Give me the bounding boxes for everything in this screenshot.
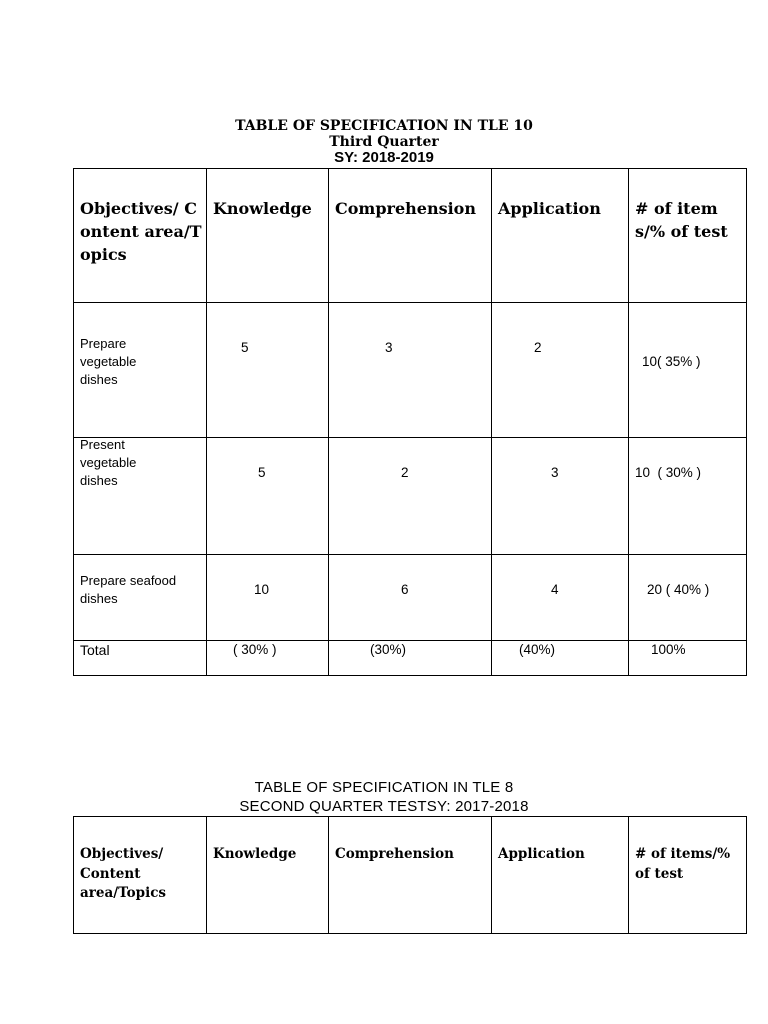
items-cell: 10 ( 30% )	[635, 465, 702, 480]
items-cell: 10( 35% )	[642, 354, 701, 369]
application-cell: 2	[534, 340, 542, 355]
total-application: (40%)	[519, 642, 556, 657]
table1-quarter: Third Quarter	[329, 134, 439, 150]
total-label: Total	[80, 642, 110, 658]
topic-cell: Prepare vegetable dishes	[80, 336, 137, 387]
header-objectives: Objectives/ Content area/Topics	[74, 817, 207, 934]
comprehension-cell: 3	[385, 340, 393, 355]
header-application: Application	[492, 817, 629, 934]
total-comprehension: (30%)	[370, 642, 407, 657]
application-cell: 3	[551, 465, 559, 480]
topic-cell: Prepare seafood dishes	[80, 573, 177, 606]
knowledge-cell: 5	[241, 340, 249, 355]
header-knowledge: Knowledge	[207, 169, 329, 303]
table1-total-row	[74, 641, 747, 676]
table1-title: TABLE OF SPECIFICATION IN TLE 10	[235, 118, 533, 134]
table-row	[74, 438, 747, 555]
header-objectives: Objectives/ Content area/Topics	[74, 169, 207, 303]
header-items: # of items/% of test	[629, 169, 747, 303]
knowledge-cell: 10	[254, 582, 270, 597]
header-comprehension: Comprehension	[329, 169, 492, 303]
table1-header-row	[74, 169, 747, 303]
items-cell: 20 ( 40% )	[647, 582, 710, 597]
table1-heading	[0, 118, 768, 166]
header-items: # of items/% of test	[629, 817, 747, 934]
table2-header-row	[74, 817, 747, 934]
table2-title: TABLE OF SPECIFICATION IN TLE 8	[254, 779, 514, 796]
header-application: Application	[492, 169, 629, 303]
table1-school-year: SY: 2018-2019	[334, 149, 434, 166]
header-knowledge: Knowledge	[207, 817, 329, 934]
total-knowledge: ( 30% )	[233, 642, 277, 657]
table-row	[74, 303, 747, 438]
topic-cell: Present vegetable dishes	[80, 437, 137, 488]
comprehension-cell: 2	[401, 465, 409, 480]
application-cell: 4	[551, 582, 559, 597]
table2-subtitle: SECOND QUARTER TESTSY: 2017-2018	[239, 798, 529, 815]
table2	[73, 816, 747, 934]
knowledge-cell: 5	[258, 465, 266, 480]
table-row	[74, 555, 747, 641]
total-items: 100%	[651, 642, 686, 657]
table1	[73, 168, 747, 676]
comprehension-cell: 6	[401, 582, 409, 597]
header-comprehension: Comprehension	[329, 817, 492, 934]
table2-heading	[0, 778, 768, 816]
